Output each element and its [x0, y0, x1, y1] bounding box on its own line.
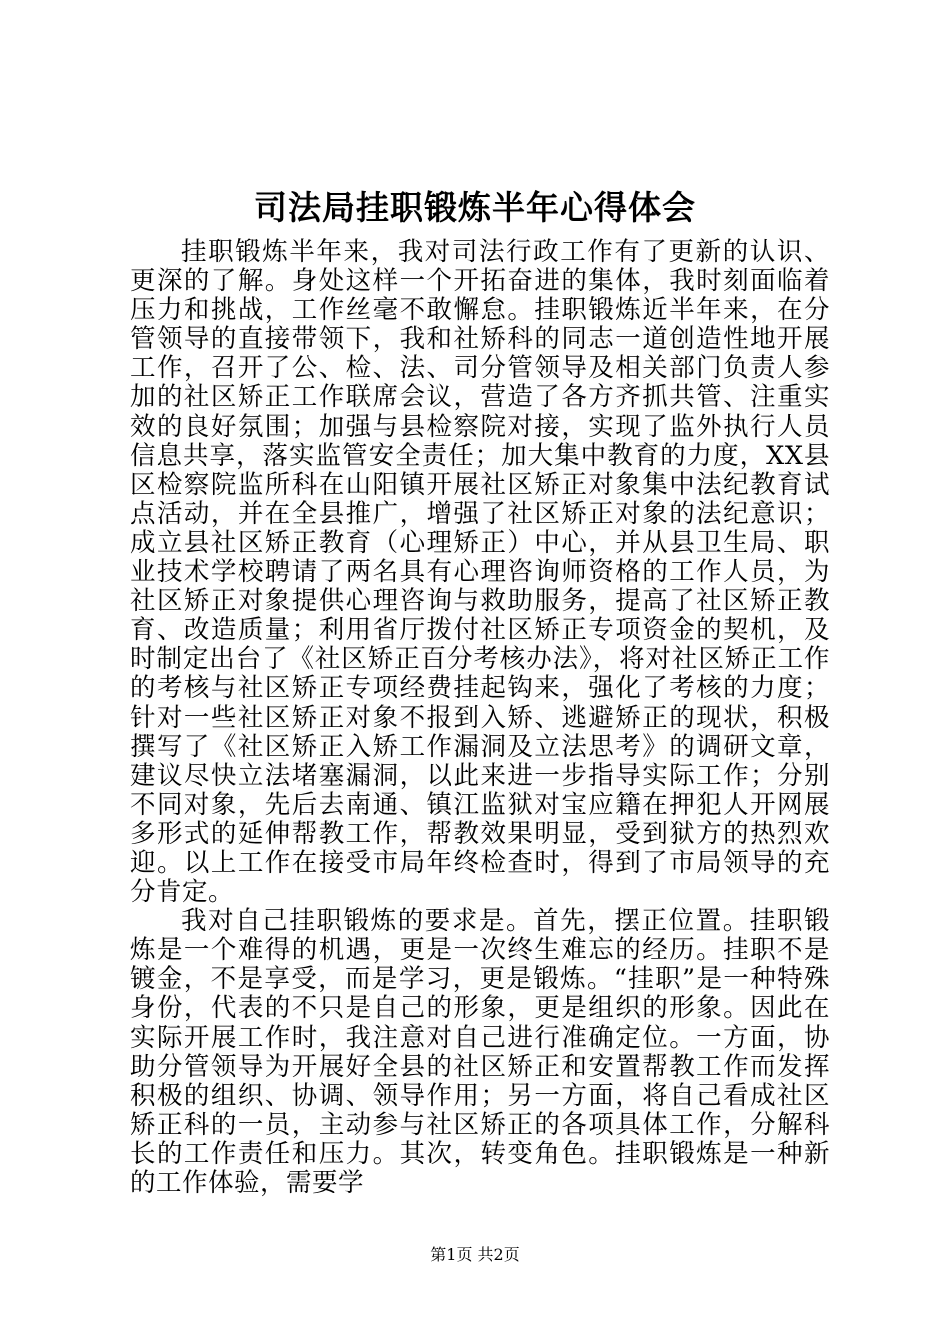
page-number-footer: 第1页 共2页: [430, 1245, 520, 1264]
body-paragraph-1: 挂职锻炼半年来，我对司法行政工作有了更新的认识、更深的了解。身处这样一个开拓奋进的集体，我时刻面临着压力和挑战，工作丝毫不敢懈怠。挂职锻炼近半年来，在分管领导的直接带领下，我和社矫科的同志一道创造性地开展工作，召开了公、检、法、司分管领导及相关部门负责人参加的社区矫正工作联席会议，营造了各方齐抓共管、注重实效的良好氛围；加强与县检察院对接，实现了监外执行人员信息共享，落实监管安全责任；加大集中教育的力度，XX县区检察院监所科在山阳镇开展社区矫正对象集中法纪教育试点活动，并在全县推广，增强了社区矫正对象的法纪意识；成立县社区矫正教育（心理矫正）中心，并从县卫生局、职业技术学校聘请了两名具有心理咨询师资格的工作人员，为社区矫正对象提供心理咨询与救助服务，提高了社区矫正教育、改造质量；利用省厅拨付社区矫正专项资金的契机，及时制定出台了《社区矫正百分考核办法》，将对社区矫正工作的考核与社区矫正专项经费挂起钩来，强化了考核的力度；针对一些社区矫正对象不报到入矫、逃避矫正的现状，积极撰写了《社区矫正入矫工作漏洞及立法思考》的调研文章，建议尽快立法堵塞漏洞，以此来进一步指导实际工作；分别不同对象，先后去南通、镇江监狱对宝应籍在押犯人开网展多形式的延伸帮教工作，帮教效果明显，受到狱方的热烈欢迎。以上工作在接受市局年终检查时，得到了市局领导的充分肯定。: [130, 237, 830, 908]
body-paragraph-2: 我对自己挂职锻炼的要求是。首先，摆正位置。挂职锻炼是一个难得的机遇，更是一次终生难忘的经历。挂职不是镀金，不是享受，而是学习，更是锻炼。“挂职”是一种特殊身份，代表的不只是自己的形象，更是组织的形象。因此在实际开展工作时，我注意对自己进行准确定位。一方面，协助分管领导为开展好全县的社区矫正和安置帮教工作而发挥积极的组织、协调、领导作用；另一方面，将自己看成社区矫正科的一员，主动参与社区矫正的各项具体工作，分解科长的工作责任和压力。其次，转变角色。挂职锻炼是一种新的工作体验，需要学: [130, 906, 830, 1198]
document-body: [130, 238, 830, 1198]
document-title: 司法局挂职锻炼半年心得体会: [254, 188, 696, 227]
